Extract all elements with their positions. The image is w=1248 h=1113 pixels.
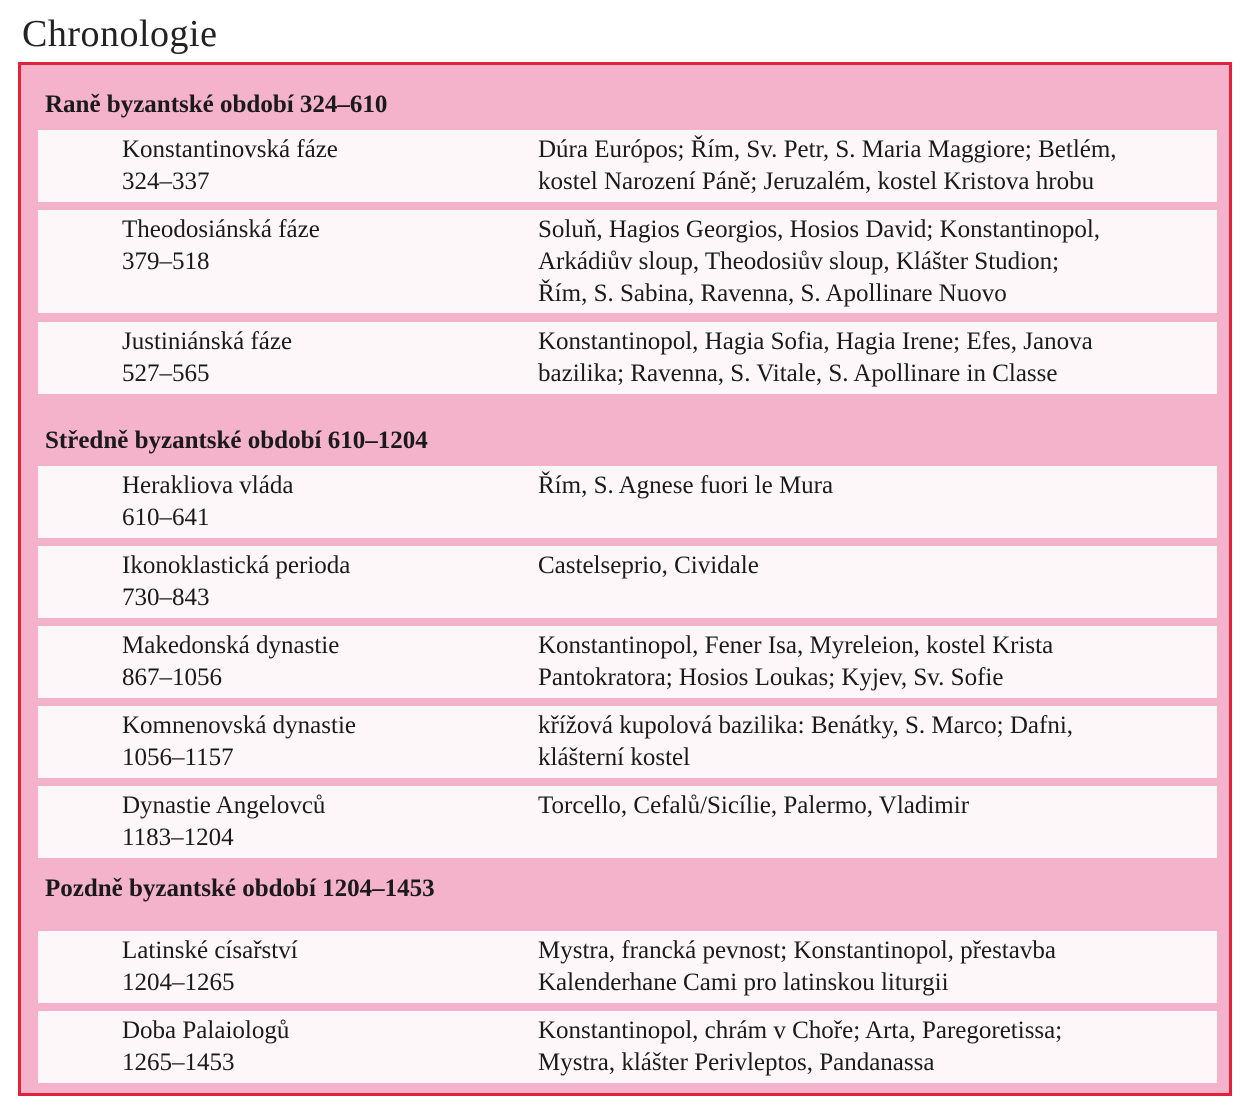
page-title: Chronologie [22, 13, 218, 55]
phase-years: 1056–1157 [122, 744, 234, 771]
sites-line: kostel Narození Páně; Jeruzalém, kostel Kristova hrobu [538, 168, 1095, 195]
phase-years: 1265–1453 [122, 1049, 235, 1076]
sites-line: Castelseprio, Cividale [538, 552, 759, 579]
table-row [38, 626, 1217, 698]
phase-name: Doba Palaiologů [122, 1017, 290, 1044]
phase-years: 324–337 [122, 168, 210, 195]
sites-line: Řím, S. Agnese fuori le Mura [538, 472, 834, 499]
sites-line: křížová kupolová bazilika: Benátky, S. Marco; Dafni, [538, 712, 1074, 739]
phase-years: 867–1056 [122, 664, 222, 691]
phase-years: 379–518 [122, 248, 210, 275]
table-row [38, 466, 1217, 538]
sites-line: Konstantinopol, Fener Isa, Myreleion, kostel Krista [538, 632, 1054, 659]
section-heading-middle: Středně byzantské období 610–1204 [45, 427, 428, 454]
sites-line: Řím, S. Sabina, Ravenna, S. Apollinare Nuovo [538, 280, 1007, 307]
phase-name: Herakliova vláda [122, 472, 294, 499]
phase-years: 730–843 [122, 584, 210, 611]
sites-line: Soluň, Hagios Georgios, Hosios David; Konstantinopol, [538, 216, 1101, 243]
section-heading-late: Pozdně byzantské období 1204–1453 [45, 875, 435, 902]
phase-years: 1183–1204 [122, 824, 234, 851]
sites-line: Mystra, klášter Perivleptos, Pandanassa [538, 1049, 935, 1076]
sites-line: Torcello, Cefalů/Sicílie, Palermo, Vladimir [538, 792, 970, 819]
sites-line: bazilika; Ravenna, S. Vitale, S. Apollinare in Classe [538, 360, 1058, 387]
sites-line: Konstantinopol, chrám v Choře; Arta, Paregoretissa; [538, 1017, 1063, 1044]
sites-line: klášterní kostel [538, 744, 691, 771]
phase-name: Dynastie Angelovců [122, 792, 326, 819]
sites-line: Dúra Európos; Řím, Sv. Petr, S. Maria Maggiore; Betlém, [538, 136, 1117, 163]
table-row [38, 546, 1217, 618]
table-row [38, 130, 1217, 202]
section-heading-early: Raně byzantské období 324–610 [45, 91, 388, 118]
phase-name: Justiniánská fáze [122, 328, 293, 355]
phase-years: 527–565 [122, 360, 210, 387]
phase-name: Ikonoklastická perioda [122, 552, 351, 579]
phase-years: 610–641 [122, 504, 210, 531]
table-row [38, 1011, 1217, 1083]
phase-name: Konstantinovská fáze [122, 136, 338, 163]
table-row [38, 322, 1217, 394]
table-row [38, 786, 1217, 858]
table-row [38, 210, 1217, 313]
phase-name: Latinské císařství [122, 937, 298, 964]
phase-name: Komnenovská dynastie [122, 712, 356, 739]
sites-line: Mystra, francká pevnost; Konstantinopol, přestavba [538, 937, 1056, 964]
table-row [38, 931, 1217, 1003]
sites-line: Kalenderhane Cami pro latinskou liturgii [538, 969, 949, 996]
phase-name: Theodosiánská fáze [122, 216, 320, 243]
sites-line: Arkádiův sloup, Theodosiův sloup, Klášter Studion; [538, 248, 1060, 275]
chronology-box [18, 62, 1232, 1096]
phase-years: 1204–1265 [122, 969, 235, 996]
sites-line: Pantokratora; Hosios Loukas; Kyjev, Sv. Sofie [538, 664, 1004, 691]
sites-line: Konstantinopol, Hagia Sofia, Hagia Irene; Efes, Janova [538, 328, 1093, 355]
phase-name: Makedonská dynastie [122, 632, 340, 659]
table-row [38, 706, 1217, 778]
